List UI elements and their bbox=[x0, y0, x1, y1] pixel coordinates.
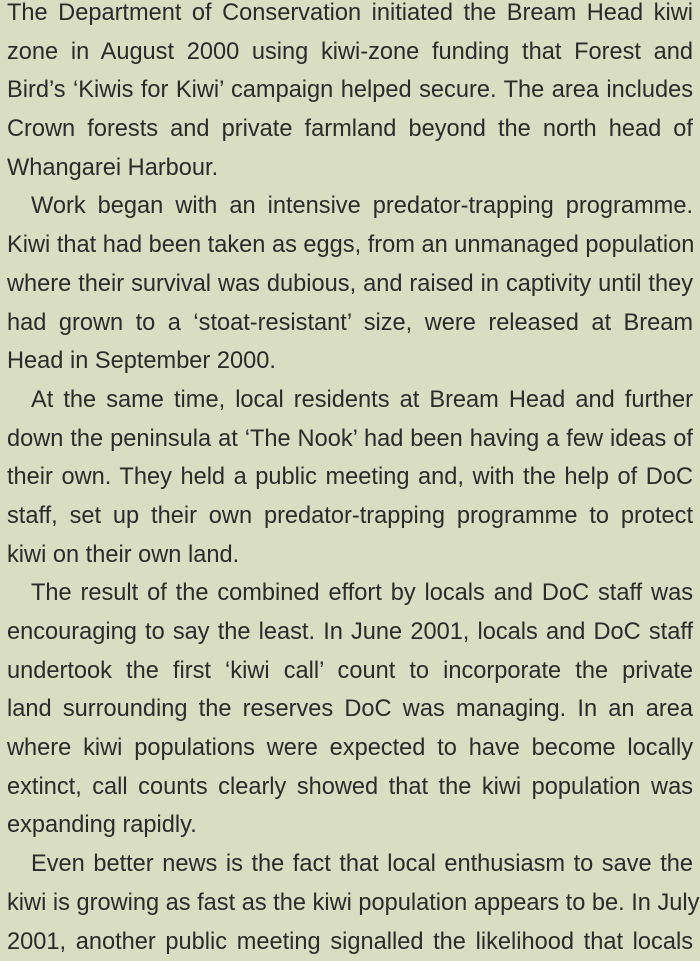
text-line: land surrounding the reserves DoC was managing. In an area bbox=[7, 690, 693, 729]
paragraph-predator-trapping bbox=[7, 187, 700, 380]
text-line: their own. They held a public meeting and, with the help of DoC bbox=[7, 458, 693, 497]
text-line: encouraging to say the least. In June 2001, locals and DoC staff bbox=[7, 613, 693, 652]
text-line: extinct, call counts clearly showed that the kiwi population was bbox=[7, 768, 693, 807]
text-line: where kiwi populations were expected to have become locally bbox=[7, 729, 693, 768]
text-line: Head in September 2000. bbox=[7, 342, 693, 381]
text-line: kiwi on their own land. bbox=[7, 536, 693, 575]
text-line: Crown forests and private farmland beyond the north head of bbox=[7, 110, 693, 149]
text-line: The result of the combined effort by locals and DoC staff was bbox=[7, 574, 693, 613]
text-line: undertook the first ‘kiwi call’ count to incorporate the private bbox=[7, 652, 693, 691]
text-line: had grown to a ‘stoat-resistant’ size, were released at Bream bbox=[7, 304, 693, 343]
text-line: Kiwi that had been taken as eggs, from an unmanaged population bbox=[7, 226, 693, 265]
text-line: kiwi is growing as fast as the kiwi population appears to be. In July bbox=[7, 884, 693, 923]
paragraph-local-residents bbox=[7, 381, 700, 574]
paragraph-local-enthusiasm bbox=[7, 845, 700, 961]
text-line: Whangarei Harbour. bbox=[7, 149, 693, 188]
paragraph-combined-effort bbox=[7, 574, 700, 845]
text-line: where their survival was dubious, and raised in captivity until they bbox=[7, 265, 693, 304]
text-line: At the same time, local residents at Bream Head and further bbox=[7, 381, 693, 420]
text-line: Bird’s ‘Kiwis for Kiwi’ campaign helped secure. The area includes bbox=[7, 71, 693, 110]
paragraph-bream-head-kiwi-zone bbox=[7, 0, 700, 187]
text-line: Work began with an intensive predator-trapping programme. bbox=[7, 187, 693, 226]
text-line: down the peninsula at ‘The Nook’ had been having a few ideas of bbox=[7, 420, 693, 459]
text-line: 2001, another public meeting signalled the likelihood that locals bbox=[7, 923, 693, 961]
text-line: Even better news is the fact that local enthusiasm to save the bbox=[7, 845, 693, 884]
text-line: zone in August 2000 using kiwi-zone funding that Forest and bbox=[7, 33, 693, 72]
text-line: staff, set up their own predator-trapping programme to protect bbox=[7, 497, 693, 536]
text-line: expanding rapidly. bbox=[7, 806, 693, 845]
text-line: The Department of Conservation initiated the Bream Head kiwi bbox=[7, 0, 693, 33]
